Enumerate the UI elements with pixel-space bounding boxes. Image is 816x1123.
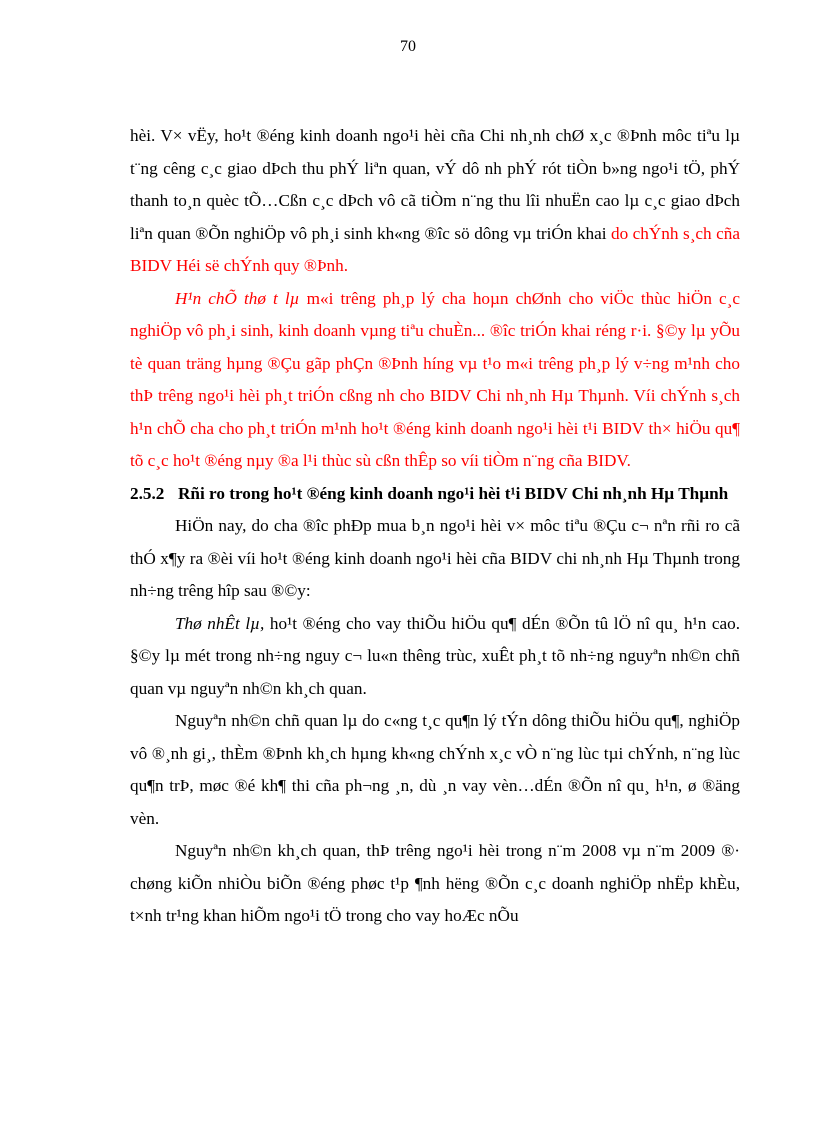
paragraph-2-lead: H¹n chÕ thø t lµ: [175, 288, 300, 308]
document-body: [130, 120, 740, 933]
page-number: 70: [400, 38, 416, 55]
paragraph-5: Nguyªn nh©n chñ quan lµ do c«ng t¸c qu¶n lý tÝn dông thiÕu hiÖu qu¶, nghiÖp vô ®¸nh gi¸, thÈm ®Þnh kh¸ch hµng kh«ng chÝnh x¸c vÒ n¨ng lùc tµi chÝnh, n¨ng lùc qu¶n trÞ, møc ®é kh¶ thi cña ph¬ng ¸n, dù ¸n vay vèn…dÉn ®Õn nî qu¸ h¹n, ø ®äng vèn.: [130, 711, 740, 828]
section-number: 2.5.2: [130, 483, 165, 503]
paragraph-4-text: ho¹t ®éng cho vay thiÕu hiÖu qu¶ dÉn ®Õn tû lÖ nî qu¸ h¹n cao. §©y lµ mét trong nh÷ng nguy c¬ lu«n thêng trùc, xuÊt ph¸t tõ nh÷ng nguyªn nh©n chñ quan vµ nguyªn nh©n kh¸ch quan.: [130, 613, 741, 698]
paragraph-4-lead: Thø nhÊt lµ,: [175, 613, 265, 633]
paragraph-4: [130, 608, 740, 706]
paragraph-2-text: m«i trêng ph¸p lý cha hoµn chØnh cho viÖc thùc hiÖn c¸c nghiÖp vô ph¸i sinh, kinh doanh vµng tiªu chuÈn... ®îc triÓn khai réng r·i. §©y lµ yÕu tè quan träng hµng ®Çu gãp phÇn ®Þnh híng vµ t¹o m«i trêng ph¸p lý v÷ng m¹nh cho thÞ trêng ngo¹i hèi ph¸t triÓn cßng nh cho BIDV Chi nh¸nh Hµ Thµnh. Víi chÝnh s¸ch h¹n chÕ cha cho ph¸t triÓn m¹nh ho¹t ®éng kinh doanh ngo¹i hèi t¹i BIDV th× hiÖu qu¶ tõ c¸c ho¹t ®éng nµy ®a l¹i thùc sù cßn thÊp so víi tiÒm n¨ng cña BIDV.: [130, 288, 740, 470]
paragraph-1-text: hèi. V× vËy, ho¹t ®éng kinh doanh ngo¹i hèi cña Chi nh¸nh chØ x¸c ®Þnh môc tiªu lµ t¨ng cêng c¸c giao dÞch thu phÝ liªn quan, vÝ dô nh phÝ rót tiÒn b»ng ngo¹i tÖ, phÝ thanh to¸n quèc tÕ…Cßn c¸c dÞch vô cã tiÒm n¨ng thu lîi nhuËn cao lµ c¸c giao dÞch liªn quan ®Õn nghiÖp vô ph¸i sinh kh«ng ®îc sö dông vµ triÓn khai: [130, 126, 740, 243]
paragraph-6: Nguyªn nh©n kh¸ch quan, thÞ trêng ngo¹i hèi trong n¨m 2008 vµ n¨m 2009 ®· chøng kiÕn nhiÒu biÕn ®éng phøc t¹p ¶nh hëng ®Õn c¸c doanh nghiÖp nhËp khÈu, t×nh tr¹ng khan hiÕm ngo¹i tÖ trong cho vay hoÆc nÕu: [130, 841, 740, 925]
paragraph-1-highlight: do chÝnh s¸ch cña BIDV Héi së chÝnh quy ®Þnh.: [130, 223, 740, 275]
section-title: Rñi ro trong ho¹t ®éng kinh doanh ngo¹i hèi t¹i BIDV Chi nh¸nh Hµ Thµnh: [178, 483, 729, 503]
paragraph-3: HiÖn nay, do cha ®îc phÐp mua b¸n ngo¹i hèi v× môc tiªu ®Çu c¬ nªn rñi ro cã thÓ x¶y ra ®èi víi ho¹t ®éng kinh doanh ngo¹i hèi cña BIDV chi nh¸nh Hµ Thµnh trong nh÷ng trêng hîp sau ®©y:: [130, 516, 740, 600]
section-heading: [130, 478, 740, 511]
paragraph-1: [130, 120, 740, 283]
paragraph-2: [130, 283, 740, 478]
